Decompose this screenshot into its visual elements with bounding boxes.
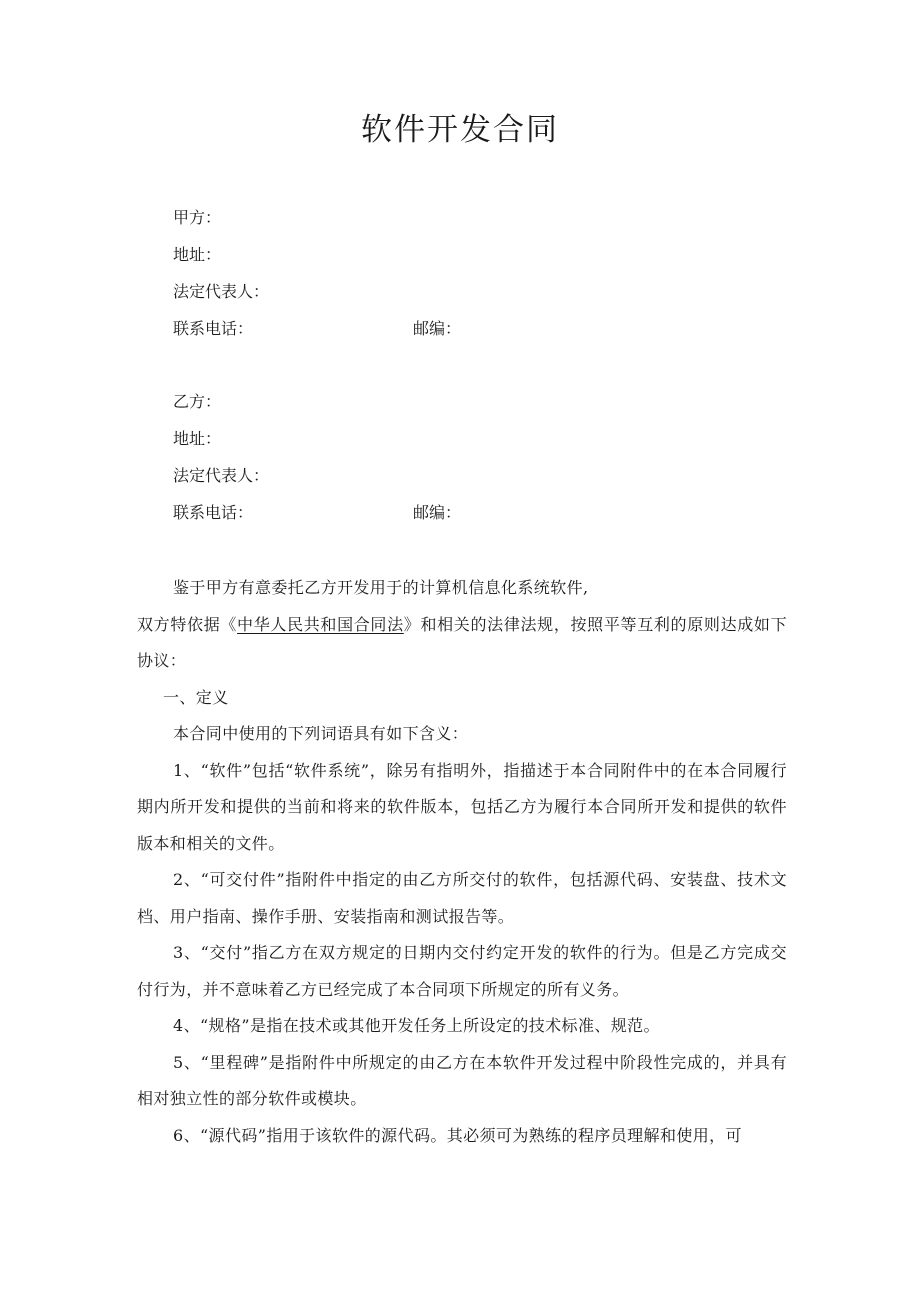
party-a-address-label: 地址： [173, 245, 222, 264]
definition-item: 1、“软件”包括“软件系统”，除另有指明外，指描述于本合同附件中的在本合同履行期内所开发和提供的当前和将来的软件版本，包括乙方为履行本合同所开发和提供的软件版本和相关的文件。 [137, 760, 787, 853]
party-b-name-label: 乙方： [173, 392, 222, 411]
party-b-legal-rep-label: 法定代表人： [173, 466, 270, 485]
party-a-phone-label: 联系电话： [173, 319, 254, 338]
section-1-heading: 一、定义 [163, 687, 229, 707]
document-title: 软件开发合同 [361, 112, 559, 148]
definition-item: 2、“可交付件”指附件中指定的由乙方所交付的软件，包括源代码、安装盘、技术文档、用户指南、操作手册、安装指南和测试报告等。 [137, 870, 787, 926]
definition-item: 4、“规格”是指在技术或其他开发任务上所设定的技术标准、规范。 [173, 1016, 660, 1035]
law-reference-link[interactable]: 中华人民共和国合同法 [237, 614, 404, 634]
preamble-prefix: 双方特依据《 [137, 614, 238, 634]
party-a-contact-row [173, 318, 462, 340]
party-b-postcode-label: 邮编： [413, 503, 462, 522]
section-1-intro: 本合同中使用的下列词语具有如下含义： [173, 724, 469, 743]
party-a-legal-rep-label: 法定代表人： [173, 282, 270, 301]
party-b-phone-label: 联系电话： [173, 503, 254, 522]
contract-body [137, 570, 787, 1154]
preamble-suffix: 》和相关的法律法规，按照平等互利的原则达成如下协议： [137, 614, 787, 670]
preamble-line-1: 鉴于甲方有意委托乙方开发用于的计算机信息化系统软件, [173, 578, 589, 597]
party-a-name-label: 甲方： [173, 208, 222, 227]
party-b-address-label: 地址： [173, 429, 222, 448]
definition-item: 6、“源代码”指用于该软件的源代码。其必须可为熟练的程序员理解和使用，可 [173, 1125, 742, 1145]
preamble-line-2 [137, 607, 787, 680]
definition-item: 3、“交付”指乙方在双方规定的日期内交付约定开发的软件的行为。但是乙方完成交付行为，并不意味着乙方已经完成了本合同项下所规定的所有义务。 [137, 943, 787, 999]
party-a-postcode-label: 邮编： [413, 319, 462, 338]
definition-item: 5、“里程碑”是指附件中所规定的由乙方在本软件开发过程中阶段性完成的，并具有相对独立性的部分软件或模块。 [137, 1052, 787, 1108]
party-b-contact-row [173, 502, 462, 524]
